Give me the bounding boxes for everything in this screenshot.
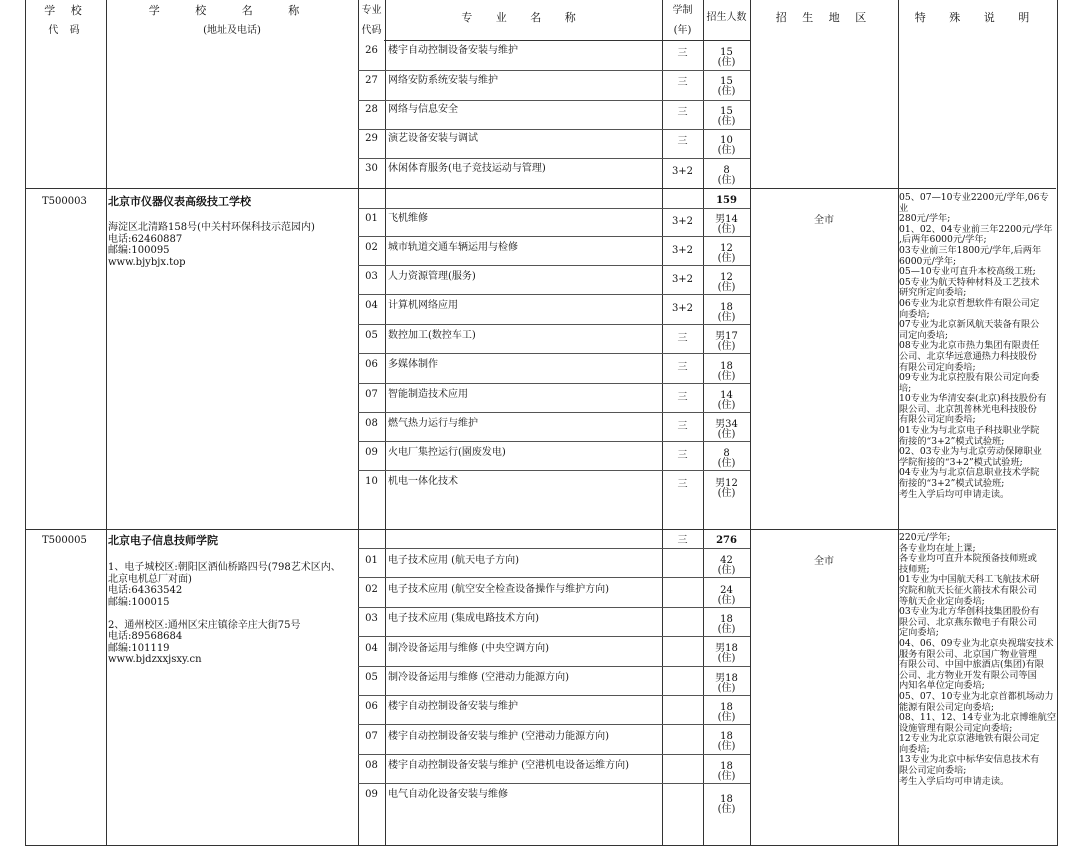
major-code: 02 (365, 242, 378, 253)
enroll-count: 18 (720, 302, 733, 313)
boarding-note: (住) (717, 312, 736, 323)
school-name: 北京市仪器仪表高级技工学校 (108, 195, 251, 208)
major-name: 网络安防系统安装与维护 (388, 75, 498, 86)
major-code: 27 (365, 75, 378, 86)
enroll-count: 男12 (715, 478, 738, 489)
header-major-name: 专 业 名 称 (461, 11, 586, 24)
school-address: 海淀区北清路158号(中关村环保科技示范园内) 电话:62460887 邮编:100095 www.bjybjx.top (108, 222, 315, 268)
major-name: 多媒体制作 (388, 359, 438, 370)
major-code: 05 (365, 330, 378, 341)
major-years: 三 (677, 392, 688, 403)
major-name: 城市轨道交通车辆运用与检修 (388, 242, 518, 253)
major-years: 3+2 (671, 166, 694, 177)
header-region: 招 生 地 区 (775, 11, 873, 24)
enroll-region: 全市 (814, 215, 834, 226)
boarding-note: (住) (717, 86, 736, 97)
major-years: 3+2 (671, 245, 694, 256)
school-address: 1、电子城校区:朝阳区酒仙桥路四号(798艺术区内、 北京电机总厂对面) 电话:64363542 邮编:100015 2、通州校区:通州区宋庄镇徐辛庄大街75号 电话:89568684 邮编:101119 www.bjdzxxjsxy.cn (108, 562, 341, 665)
col-divider (106, 0, 107, 845)
block-separator (25, 188, 1056, 189)
boarding-note: (住) (717, 804, 736, 815)
major-years: 三 (677, 535, 688, 546)
enroll-region: 全市 (814, 556, 834, 567)
major-name: 制冷设备运用与维修 (中央空调方向) (388, 643, 549, 654)
boarding-note: (住) (717, 458, 736, 469)
boarding-note: (住) (717, 488, 736, 499)
enroll-count: 18 (720, 702, 733, 713)
major-code: 06 (365, 359, 378, 370)
enroll-count: 男17 (715, 331, 738, 342)
major-name: 人力资源管理(服务) (388, 271, 476, 282)
enroll-count: 8 (723, 448, 730, 459)
major-name: 火电厂集控运行(園废发电) (388, 447, 506, 458)
enroll-count: 男18 (715, 673, 738, 684)
major-years: 三 (677, 362, 688, 373)
major-name: 楼宇自动控制设备安装与维护 (空港机电设备运维方向) (388, 760, 629, 771)
enroll-count: 男14 (715, 214, 738, 225)
major-years: 三 (677, 421, 688, 432)
enroll-count: 男34 (715, 419, 738, 430)
major-years: 三 (677, 450, 688, 461)
major-name: 楼宇自动控制设备安装与维护 (388, 701, 518, 712)
major-code: 03 (365, 613, 378, 624)
special-notes: 220元/学年; 各专业均在址上课; 各专业均可直升本院预备技师班或 技师班; 01专业为中国航天科工飞航技术研 究院和航天长征火箭技术有限公司 等航天企业定向委培; 03专业为北方华创科技集团股份有 限公司、北京燕东微电子有限公司 定向委培; 04、06、09专业为北京央视瑞安技术 服务有限公司、北京国广物业管理 有限公司、中国中旅酒店(集团)有限 公司、北方物业开发有限公司等国 内知名单位定向委培; 05、07、10专业为北京首都机场动力 能源有限公司定向委培; 08、11、12、14专业为北京博维航空 设施管理有限公司定向委培; 12专业为北京京港地铁有限公司定 向委培; 13专业为北京中标华安信息技术有 限公司定向委培; 考生入学后均可申请走读。 (899, 532, 1057, 787)
boarding-note: (住) (717, 341, 736, 352)
header-school-name-sub: (地址及电话) (203, 25, 261, 36)
major-code: 29 (365, 133, 378, 144)
major-name: 制冷设备运用与维修 (空港动力能源方向) (388, 672, 569, 683)
major-code: 28 (365, 104, 378, 115)
header-school-code-2: 代 码 (48, 25, 84, 36)
header-enroll: 招生人数 (706, 12, 747, 23)
block-separator (25, 529, 1056, 530)
major-years: 三 (677, 333, 688, 344)
major-code: 05 (365, 672, 378, 683)
enroll-count: 18 (720, 761, 733, 772)
school-code: T500003 (42, 196, 87, 207)
boarding-note: (住) (717, 624, 736, 635)
major-name: 燃气热力运行与维护 (388, 418, 478, 429)
enroll-count: 10 (720, 135, 733, 146)
enroll-count: 15 (720, 106, 733, 117)
major-name: 演艺设备安装与调试 (388, 133, 478, 144)
major-years: 3+2 (671, 216, 694, 227)
enroll-count: 15 (720, 76, 733, 87)
enroll-count: 18 (720, 614, 733, 625)
major-years: 三 (677, 48, 688, 59)
major-code: 06 (365, 701, 378, 712)
header-major-code: 专业 (361, 5, 382, 16)
major-years: 三 (677, 136, 688, 147)
major-name: 电子技术应用 (航空安全检查设备操作与维护方向) (388, 584, 609, 595)
boarding-note: (住) (717, 57, 736, 68)
boarding-note: (住) (717, 175, 736, 186)
major-name: 休闲体育服务(电子竞技运动与管理) (388, 163, 546, 174)
major-code: 26 (365, 45, 378, 56)
major-code: 07 (365, 389, 378, 400)
major-code: 01 (365, 213, 378, 224)
major-name: 计算机网络应用 (388, 300, 458, 311)
school-name: 北京电子信息技师学院 (108, 534, 218, 547)
enroll-count: 42 (720, 555, 733, 566)
enroll-count: 14 (720, 390, 733, 401)
enroll-total: 276 (716, 535, 737, 546)
major-code: 07 (365, 731, 378, 742)
major-code: 08 (365, 760, 378, 771)
major-name: 智能制造技术应用 (388, 389, 468, 400)
major-name: 飞机维修 (388, 213, 428, 224)
major-name: 数控加工(数控车工) (388, 330, 476, 341)
major-name: 电气自动化设备安装与维修 (388, 789, 508, 800)
boarding-note: (住) (717, 116, 736, 127)
major-years: 3+2 (671, 303, 694, 314)
boarding-note: (住) (717, 282, 736, 293)
major-code: 08 (365, 418, 378, 429)
header-school-name: 学 校 名 称 (148, 4, 316, 17)
major-years: 3+2 (671, 274, 694, 285)
major-code: 04 (365, 300, 378, 311)
enroll-count: 12 (720, 272, 733, 283)
enroll-total: 159 (716, 195, 737, 206)
major-code: 02 (365, 584, 378, 595)
major-name: 电子技术应用 (航天电子方向) (388, 555, 519, 566)
boarding-note: (住) (717, 371, 736, 382)
header-major-code-2: 代码 (361, 25, 382, 36)
school-code: T500005 (42, 535, 87, 546)
boarding-note: (住) (717, 653, 736, 664)
enroll-count: 12 (720, 243, 733, 254)
major-years: 三 (677, 77, 688, 88)
col-divider (750, 0, 751, 845)
major-years: 三 (677, 479, 688, 490)
boarding-note: (住) (717, 595, 736, 606)
major-code: 03 (365, 271, 378, 282)
major-name: 楼宇自动控制设备安装与维护 (空港动力能源方向) (388, 731, 609, 742)
boarding-note: (住) (717, 253, 736, 264)
boarding-note: (住) (717, 565, 736, 576)
boarding-note: (住) (717, 429, 736, 440)
major-code: 10 (365, 476, 378, 487)
boarding-note: (住) (717, 145, 736, 156)
header-duration-2: (年) (673, 25, 692, 36)
major-code: 30 (365, 163, 378, 174)
enroll-count: 18 (720, 731, 733, 742)
major-name: 楼宇自动控制设备安装与维护 (388, 45, 518, 56)
enroll-count: 15 (720, 47, 733, 58)
header-duration: 学制 (672, 5, 693, 16)
enroll-count: 24 (720, 585, 733, 596)
header-notes: 特 殊 说 明 (914, 11, 1040, 24)
enroll-count: 18 (720, 794, 733, 805)
special-notes: 05、07—10专业2200元/学年,06专业 280元/学年; 01、02、04专业前三年2200元/学年 ,后两年6000元/学年; 03专业前三年1800元/学年,后两年 6000元/学年; 05—10专业可直升本校高级工班; 05专业为航天特种材料及工艺技术 研究所定向委培; 06专业为北京哲想软件有限公司定 向委培; 07专业为北京新风航天装备有限公 司定向委培; 08专业为北京市热力集团有限责任 公司、北京华远意通热力科技股份 有限公司定向委培; 09专业为北京控股有限公司定向委 培; 10专业为华清安泰(北京)科技股份有 限公司、北京凯普林光电科技股份 有限公司定向委培; 01专业为与北京电子科技职业学院 衔接的“3+2”模式试验班; 02、03专业为与北京劳动保障职业 学院衔接的“3+2”模式试验班; 04专业为与北京信息职业技术学院 衔接的“3+2”模式试验班; 考生入学后均可申请走读。 (899, 192, 1053, 500)
enroll-count: 8 (723, 165, 730, 176)
major-name: 机电一体化技术 (388, 476, 458, 487)
major-name: 电子技术应用 (集成电路技术方向) (388, 613, 539, 624)
header-school-code: 学 校 (44, 4, 88, 17)
col-divider (385, 0, 386, 845)
major-code: 01 (365, 555, 378, 566)
boarding-note: (住) (717, 771, 736, 782)
boarding-note: (住) (717, 400, 736, 411)
major-code: 09 (365, 447, 378, 458)
header-bottom-line (384, 40, 750, 41)
major-code: 04 (365, 643, 378, 654)
major-code: 09 (365, 789, 378, 800)
boarding-note: (住) (717, 683, 736, 694)
enroll-count: 18 (720, 361, 733, 372)
major-name: 网络与信息安全 (388, 104, 458, 115)
major-years: 三 (677, 107, 688, 118)
boarding-note: (住) (717, 224, 736, 235)
boarding-note: (住) (717, 741, 736, 752)
enroll-count: 男18 (715, 643, 738, 654)
boarding-note: (住) (717, 712, 736, 723)
